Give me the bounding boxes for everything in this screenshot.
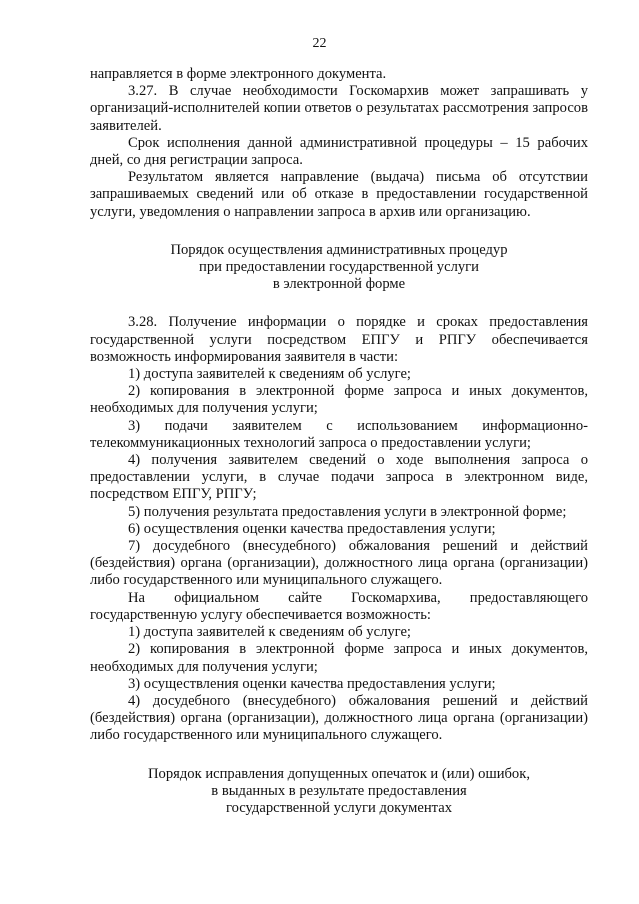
list-item: 2) копирования в электронной форме запроса и иных документов, необходимых для получения услуги;: [90, 383, 588, 417]
heading-line: Порядок исправления допущенных опечаток и (или) ошибок,: [148, 765, 530, 782]
paragraph-3-28-intro: 3.28. Получение информации о порядке и сроках предоставления государственной услуги посредством ЕПГУ и РПГУ обеспечивается возможность информирования заявителя в части:: [90, 314, 588, 365]
paragraph-deadline: Срок исполнения данной административной процедуры – 15 рабочих дней, со дня регистрации запроса.: [90, 134, 588, 169]
list-item: 5) получения результата предоставления услуги в электронной форме;: [128, 503, 567, 520]
heading-line: в электронной форме: [272, 276, 406, 293]
heading-line: государственной услуги документах: [225, 799, 453, 816]
list-item: 4) досудебного (внесудебного) обжалования решений и действий (бездействия) органа (организации), должностного лица органа (организации) либо государственного или муниципального служащего.: [90, 692, 588, 744]
list-item: 3) подачи заявителем с использованием информационно-телекоммуникационных технологий запроса о предоставлении услуги;: [90, 417, 588, 451]
paragraph-result: Результатом является направление (выдача) письма об отсутствии запрашиваемых сведений или об отказе в предоставлении государственной услуги, уведомления о направлении запроса в архив или организацию.: [90, 169, 588, 220]
list-item: 1) доступа заявителей к сведениям об услуге;: [128, 624, 411, 641]
paragraph-continuation: направляется в форме электронного документа.: [90, 66, 387, 82]
section-3-28: [90, 314, 588, 744]
paragraph-official-site: На официальном сайте Госкомархива, предоставляющего государственную услугу обеспечивается возможность:: [90, 589, 588, 623]
section-heading-electronic: [90, 242, 588, 294]
list-item: 2) копирования в электронной форме запроса и иных документов, необходимых для получения услуги;: [90, 641, 588, 675]
list-item: 3) осуществления оценки качества предоставления услуги;: [128, 675, 496, 692]
page-number: 22: [312, 36, 327, 51]
list-item: 1) доступа заявителей к сведениям об услуге;: [128, 366, 411, 383]
section-heading-corrections: [90, 766, 588, 818]
list-item: 7) досудебного (внесудебного) обжалования решений и действий (бездействия) органа (организации), должностного лица органа (организации) либо государственного или муниципального служащего.: [90, 538, 588, 589]
list-item: 4) получения заявителем сведений о ходе выполнения запроса о предоставлении услуги, в случае подачи запроса в электронном виде, посредством ЕПГУ, РПГУ;: [90, 452, 588, 503]
heading-line: в выданных в результате предоставления: [211, 782, 467, 799]
document-body: [90, 66, 588, 817]
list-item: 6) осуществления оценки качества предоставления услуги;: [128, 520, 496, 537]
heading-line: при предоставлении государственной услуги: [199, 259, 479, 276]
heading-line: Порядок осуществления административных процедур: [170, 241, 508, 258]
paragraph-3-27: 3.27. В случае необходимости Госкомархив может запрашивать у организаций-исполнителей копии ответов о результатах рассмотрения запросов заявителей.: [90, 83, 588, 134]
